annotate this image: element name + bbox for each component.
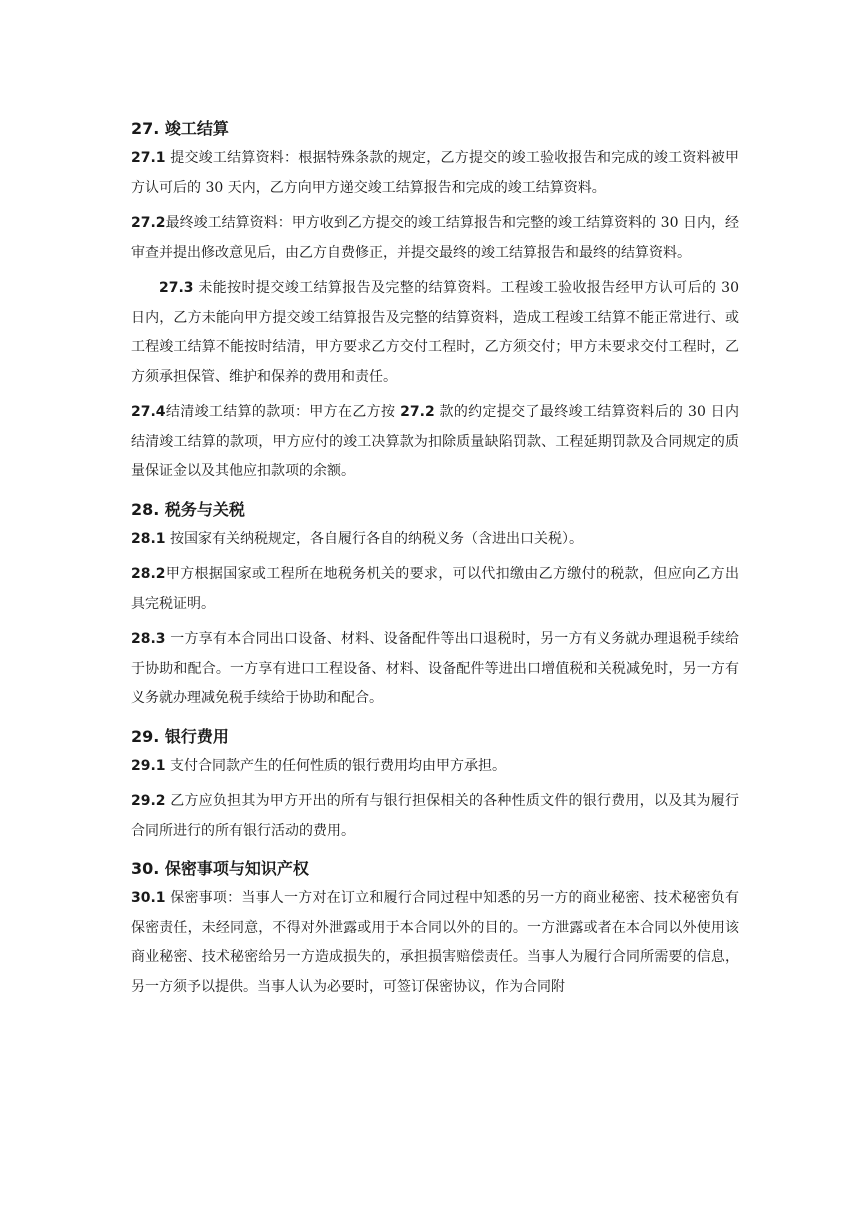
clause-text: 结清竣工结算的款项：甲方在乙方按 <box>165 404 401 420</box>
contract-body <box>131 112 739 1008</box>
clause-30-1 <box>131 884 739 1002</box>
section-heading-28: 28. 税务与关税 <box>131 499 245 519</box>
clause-28-2 <box>131 560 739 619</box>
section-heading-27: 27. 竣工结算 <box>131 119 229 138</box>
clause-number: 28.3 <box>131 631 166 647</box>
clause-text: 未能按时提交竣工结算报告及完整的结算资料。工程竣工验收报告经甲方认可后的 30 日内，乙方未能向甲方提交竣工结算报告及完整的结算资料，造成工程竣工结算不能正常进行、或工程竣工结算不能按时结清，甲方要求乙方交付工程时，乙方须交付；甲方未要求交付工程时，乙方须承担保管、维护和保养的费用和责任。 <box>131 280 739 385</box>
clause-27-1 <box>131 144 739 203</box>
clause-number: 27.3 <box>159 280 194 296</box>
clause-number: 29.2 <box>131 793 166 809</box>
clause-number: 28.2 <box>131 566 166 582</box>
section-heading-30: 30. 保密事项与知识产权 <box>131 859 309 878</box>
section-heading-29: 29. 银行费用 <box>131 726 229 746</box>
clause-text: 提交竣工结算资料：根据特殊条款的规定，乙方提交的竣工验收报告和完成的竣工资料被甲方认可后的 30 天内，乙方向甲方递交竣工结算报告和完成的竣工结算资料。 <box>131 150 739 196</box>
clause-text: 按国家有关纳税规定，各自履行各自的纳税义务（含进出口关税）。 <box>165 530 583 547</box>
clause-27-4 <box>131 398 739 487</box>
clause-text: 最终竣工结算资料：甲方收到乙方提交的竣工结算报告和完整的竣工结算资料的 30 日内，经审查并提出修改意见后，由乙方自费修正，并提交最终的竣工结算报告和最终的结算资料。 <box>131 215 739 261</box>
clause-number: 27.4 <box>131 404 166 420</box>
clause-text: 甲方根据国家或工程所在地税务机关的要求，可以代扣缴由乙方缴付的税款，但应向乙方出具完税证明。 <box>131 566 739 612</box>
clause-reference: 27.2 <box>400 404 435 420</box>
clause-27-3 <box>131 274 739 392</box>
clause-number: 30.1 <box>131 890 166 906</box>
clause-text: 支付合同款产生的任何性质的银行费用均由甲方承担。 <box>165 757 506 774</box>
clause-text: 乙方应负担其为甲方开出的所有与银行担保相关的各种性质文件的银行费用，以及其为履行合同所进行的所有银行活动的费用。 <box>131 793 739 839</box>
clause-text: 保密事项：当事人一方对在订立和履行合同过程中知悉的另一方的商业秘密、技术秘密负有保密责任，未经同意，不得对外泄露或用于本合同以外的目的。一方泄露或者在本合同以外使用该商业秘密、技术秘密给另一方造成损失的，承担损害赔偿责任。当事人为履行合同所需要的信息，另一方须予以提供。当事人认为必要时，可签订保密协议，作为合同附 <box>131 890 739 995</box>
clause-number: 27.1 <box>131 150 166 166</box>
clause-28-3 <box>131 625 739 714</box>
clause-text: 一方享有本合同出口设备、材料、设备配件等出口退税时，另一方有义务就办理退税手续给于协助和配合。一方享有进口工程设备、材料、设备配件等进出口增值税和关税减免时，另一方有义务就办理减免税手续给于协助和配合。 <box>131 631 739 706</box>
clause-number: 29.1 <box>131 757 166 774</box>
clause-text: 款的约定提交了最终竣工结算资料后的 30 日内结清竣工结算的款项，甲方应付的竣工决算款为扣除质量缺陷罚款、工程延期罚款及合同规定的质量保证金以及其他应扣款项的余额。 <box>131 404 740 479</box>
clause-number: 28.1 <box>131 530 166 547</box>
clause-number: 27.2 <box>131 215 166 231</box>
clause-28-1 <box>131 525 739 555</box>
clause-29-1 <box>131 752 739 782</box>
clause-27-2 <box>131 209 739 268</box>
clause-29-2 <box>131 787 739 846</box>
